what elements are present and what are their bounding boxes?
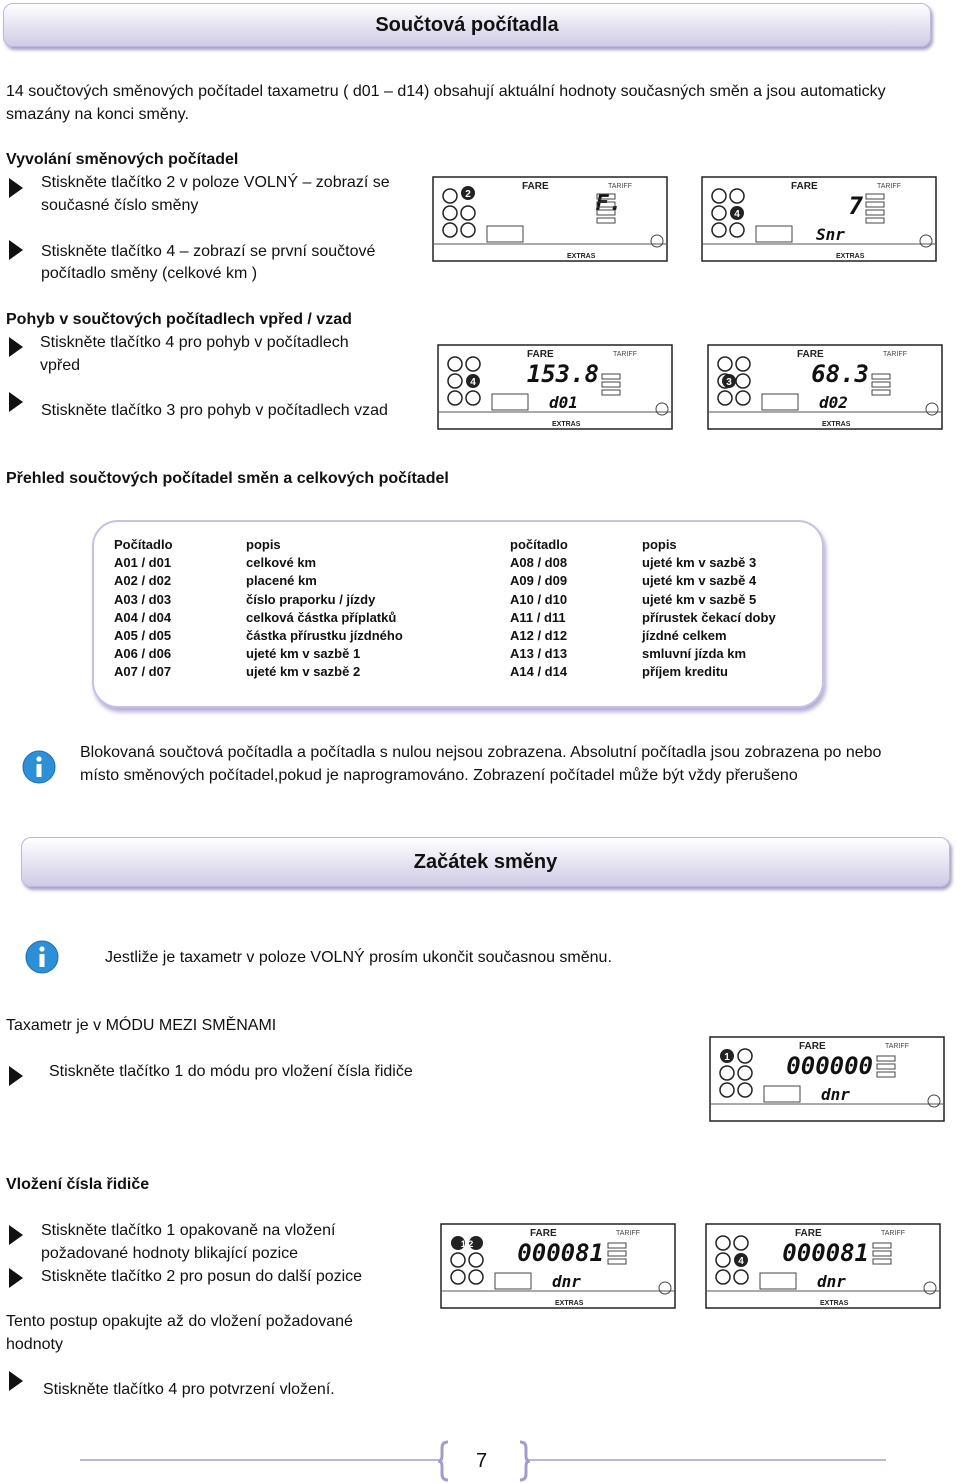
device-button-number: 4 xyxy=(738,1256,744,1267)
mode-step: Stiskněte tlačítko 1 do módu pro vložení čísla řidiče xyxy=(49,1063,413,1080)
bullet-arrow-icon xyxy=(9,337,23,357)
table-cell: A14 / d14 xyxy=(510,664,568,680)
extras-label: EXTRAS xyxy=(567,253,596,260)
tariff-label: TARIFF xyxy=(877,183,901,190)
driver-step3: Stiskněte tlačítko 4 pro potvrzení vložení. xyxy=(43,1381,335,1398)
info-icon xyxy=(22,750,56,784)
device-main-readout: 000000 xyxy=(786,1052,873,1080)
table-row xyxy=(114,609,804,627)
tariff-label: TARIFF xyxy=(608,183,632,190)
extras-label: EXTRAS xyxy=(822,421,851,428)
table-header-cell: Počítadlo xyxy=(114,537,173,552)
taximeter-display-image xyxy=(709,1036,945,1122)
bullet-arrow-icon xyxy=(9,1268,23,1288)
taximeter-display-image xyxy=(432,176,668,262)
driver-title: Vložení čísla řidiče xyxy=(6,1176,150,1193)
device-button-number: 4 xyxy=(470,377,476,388)
bullet-arrow-icon xyxy=(9,1225,23,1245)
table-cell: ujeté km v sazbě 3 xyxy=(642,555,757,571)
counter-table xyxy=(114,536,804,682)
intro-line-1: 14 součtových směnových počítadel taxametru ( d01 – d14) obsahují aktuální hodnoty současných směn a jsou automaticky xyxy=(6,83,886,100)
overview-title: Přehled součtových počítadel směn a celkových počítadel xyxy=(6,470,449,487)
device-secondary-readout: dnr xyxy=(552,1272,581,1291)
fare-label: FARE xyxy=(795,1228,822,1239)
device-secondary-readout: d01 xyxy=(549,393,578,412)
table-row xyxy=(114,572,804,590)
intro-line-2: smazány na konci směny. xyxy=(6,106,189,123)
fare-label: FARE xyxy=(799,1041,826,1052)
table-cell: A07 / d07 xyxy=(114,664,172,680)
table-cell: A03 / d03 xyxy=(114,591,172,607)
table-cell: jízdné celkem xyxy=(642,627,727,643)
bullet-arrow-icon xyxy=(9,392,23,412)
footer-rule-left xyxy=(80,1459,438,1461)
device-main-readout: F. xyxy=(595,191,622,216)
device-button-number: 2 xyxy=(465,189,471,200)
fare-label: FARE xyxy=(522,181,549,192)
page-number-bracket-right xyxy=(518,1440,532,1482)
move-step1-line2: vpřed xyxy=(40,357,81,374)
bullet-arrow-icon xyxy=(9,240,23,260)
fare-label: FARE xyxy=(791,181,818,192)
table-row xyxy=(114,645,804,663)
taximeter-display-image xyxy=(437,344,673,430)
table-cell: A08 / d08 xyxy=(510,555,568,571)
table-cell: příjem kreditu xyxy=(642,664,728,680)
table-cell: ujeté km v sazbě 1 xyxy=(246,646,361,662)
table-cell: A09 / d09 xyxy=(510,573,568,589)
table-cell: celkové km xyxy=(246,555,317,571)
mode-title: Taxametr je v MÓDU MEZI SMĚNAMI xyxy=(6,1017,277,1034)
fare-label: FARE xyxy=(530,1228,557,1239)
call-section-title: Vyvolání směnových počítadel xyxy=(6,151,239,168)
extras-label: EXTRAS xyxy=(552,421,581,428)
driver-step1-line1: Stiskněte tlačítko 1 opakovaně na vložení xyxy=(41,1222,336,1239)
move-step1-line1: Stiskněte tlačítko 4 pro pohyb v počítadlech xyxy=(40,334,349,351)
table-cell: A01 / d01 xyxy=(114,555,172,571)
table-cell: smluvní jízda km xyxy=(642,646,747,662)
table-header-cell: popis xyxy=(642,537,677,552)
tariff-label: TARIFF xyxy=(883,351,907,358)
table-header-row xyxy=(114,536,804,554)
page-number-bracket-left xyxy=(436,1440,450,1482)
extras-label: EXTRAS xyxy=(555,1300,584,1307)
extras-label: EXTRAS xyxy=(836,253,865,260)
table-cell: přírustek čekací doby xyxy=(642,609,776,625)
bullet-arrow-icon xyxy=(9,1371,23,1391)
device-main-readout: 68.3 xyxy=(811,360,869,388)
bullet-arrow-icon xyxy=(9,1066,23,1086)
device-button-number: 3 xyxy=(726,377,732,388)
page-title: Součtová počítadla xyxy=(375,13,559,36)
info-icon xyxy=(25,940,59,974)
driver-repeat-line2: hodnoty xyxy=(6,1336,63,1353)
table-cell: částka přírustku jízdného xyxy=(246,627,403,643)
tariff-label: TARIFF xyxy=(616,1230,640,1237)
shift-start-title: Začátek směny xyxy=(413,850,558,873)
table-row xyxy=(114,627,804,645)
bullet-arrow-icon xyxy=(9,178,23,198)
driver-repeat-line1: Tento postup opakujte až do vložení požadované xyxy=(6,1313,353,1330)
call-step1-line2: současné číslo směny xyxy=(41,197,199,214)
move-step2: Stiskněte tlačítko 3 pro pohyb v počítadlech vzad xyxy=(41,402,388,419)
page-number: 7 xyxy=(476,1450,488,1472)
table-cell: A04 / d04 xyxy=(114,609,172,625)
device-main-readout: 000081 xyxy=(782,1239,869,1267)
table-cell: A11 / d11 xyxy=(510,609,566,625)
fare-label: FARE xyxy=(527,349,554,360)
taximeter-display-image xyxy=(707,344,943,430)
taximeter-display-image xyxy=(440,1223,676,1309)
table-header-cell: popis xyxy=(246,537,281,552)
table-cell: ujeté km v sazbě 2 xyxy=(246,664,361,680)
call-step2-line2: počítadlo směny (celkové km ) xyxy=(41,265,258,282)
call-step1-line1: Stiskněte tlačítko 2 v poloze VOLNÝ – zobrazí se xyxy=(41,174,390,191)
taximeter-display-image xyxy=(705,1223,941,1309)
call-step2-line1: Stiskněte tlačítko 4 – zobrazí se první součtové xyxy=(41,243,376,260)
table-cell: celková částka příplatků xyxy=(246,609,397,625)
table-cell: A12 / d12 xyxy=(510,627,568,643)
device-secondary-readout: d02 xyxy=(819,393,848,412)
device-main-readout: 153.8 xyxy=(526,360,599,388)
table-row xyxy=(114,663,804,681)
table-cell: A10 / d10 xyxy=(510,591,568,607)
table-cell: A13 / d13 xyxy=(510,646,568,662)
footer-rule-right xyxy=(530,1459,886,1461)
table-cell: ujeté km v sazbě 5 xyxy=(642,591,757,607)
table-row xyxy=(114,554,804,572)
table-cell: A05 / d05 xyxy=(114,627,172,643)
info-note-2: Jestliže je taxametr v poloze VOLNÝ prosím ukončit současnou směnu. xyxy=(105,949,612,966)
driver-step1-line2: požadované hodnoty blikající pozice xyxy=(41,1245,299,1262)
table-cell: placené km xyxy=(246,573,317,589)
extras-label: EXTRAS xyxy=(820,1300,849,1307)
fare-label: FARE xyxy=(797,349,824,360)
table-cell: A06 / d06 xyxy=(114,646,172,662)
tariff-label: TARIFF xyxy=(613,351,637,358)
shift-start-banner xyxy=(21,837,950,887)
device-button-number: 1 xyxy=(724,1052,730,1063)
device-secondary-readout: dnr xyxy=(821,1085,850,1104)
device-secondary-readout: dnr xyxy=(817,1272,846,1291)
device-secondary-readout: Snr xyxy=(816,225,845,244)
info-note-line-1: Blokovaná součtová počítadla a počítadla s nulou nejsou zobrazena. Absolutní počítadla jsou zobrazena po nebo xyxy=(80,744,882,761)
device-main-readout: 000081 xyxy=(517,1239,604,1267)
move-section-title: Pohyb v součtových počítadlech vpřed / vzad xyxy=(6,311,352,328)
table-cell: ujeté km v sazbě 4 xyxy=(642,573,757,589)
taximeter-display-image xyxy=(701,176,937,262)
table-row xyxy=(114,591,804,609)
device-button-number: 4 xyxy=(734,209,740,220)
tariff-label: TARIFF xyxy=(881,1230,905,1237)
info-note-line-2: místo směnových počítadel,pokud je naprogramováno. Zobrazení počítadel může být vždy přerušeno xyxy=(80,767,798,784)
device-button-number: 1 2 xyxy=(460,1239,474,1249)
device-main-readout: 7 xyxy=(848,192,863,220)
section-title-banner xyxy=(3,3,931,47)
table-cell: číslo praporku / jízdy xyxy=(246,591,376,607)
table-cell: A02 / d02 xyxy=(114,573,172,589)
driver-step2: Stiskněte tlačítko 2 pro posun do další pozice xyxy=(41,1268,363,1285)
tariff-label: TARIFF xyxy=(885,1043,909,1050)
table-header-cell: počítadlo xyxy=(510,537,568,552)
